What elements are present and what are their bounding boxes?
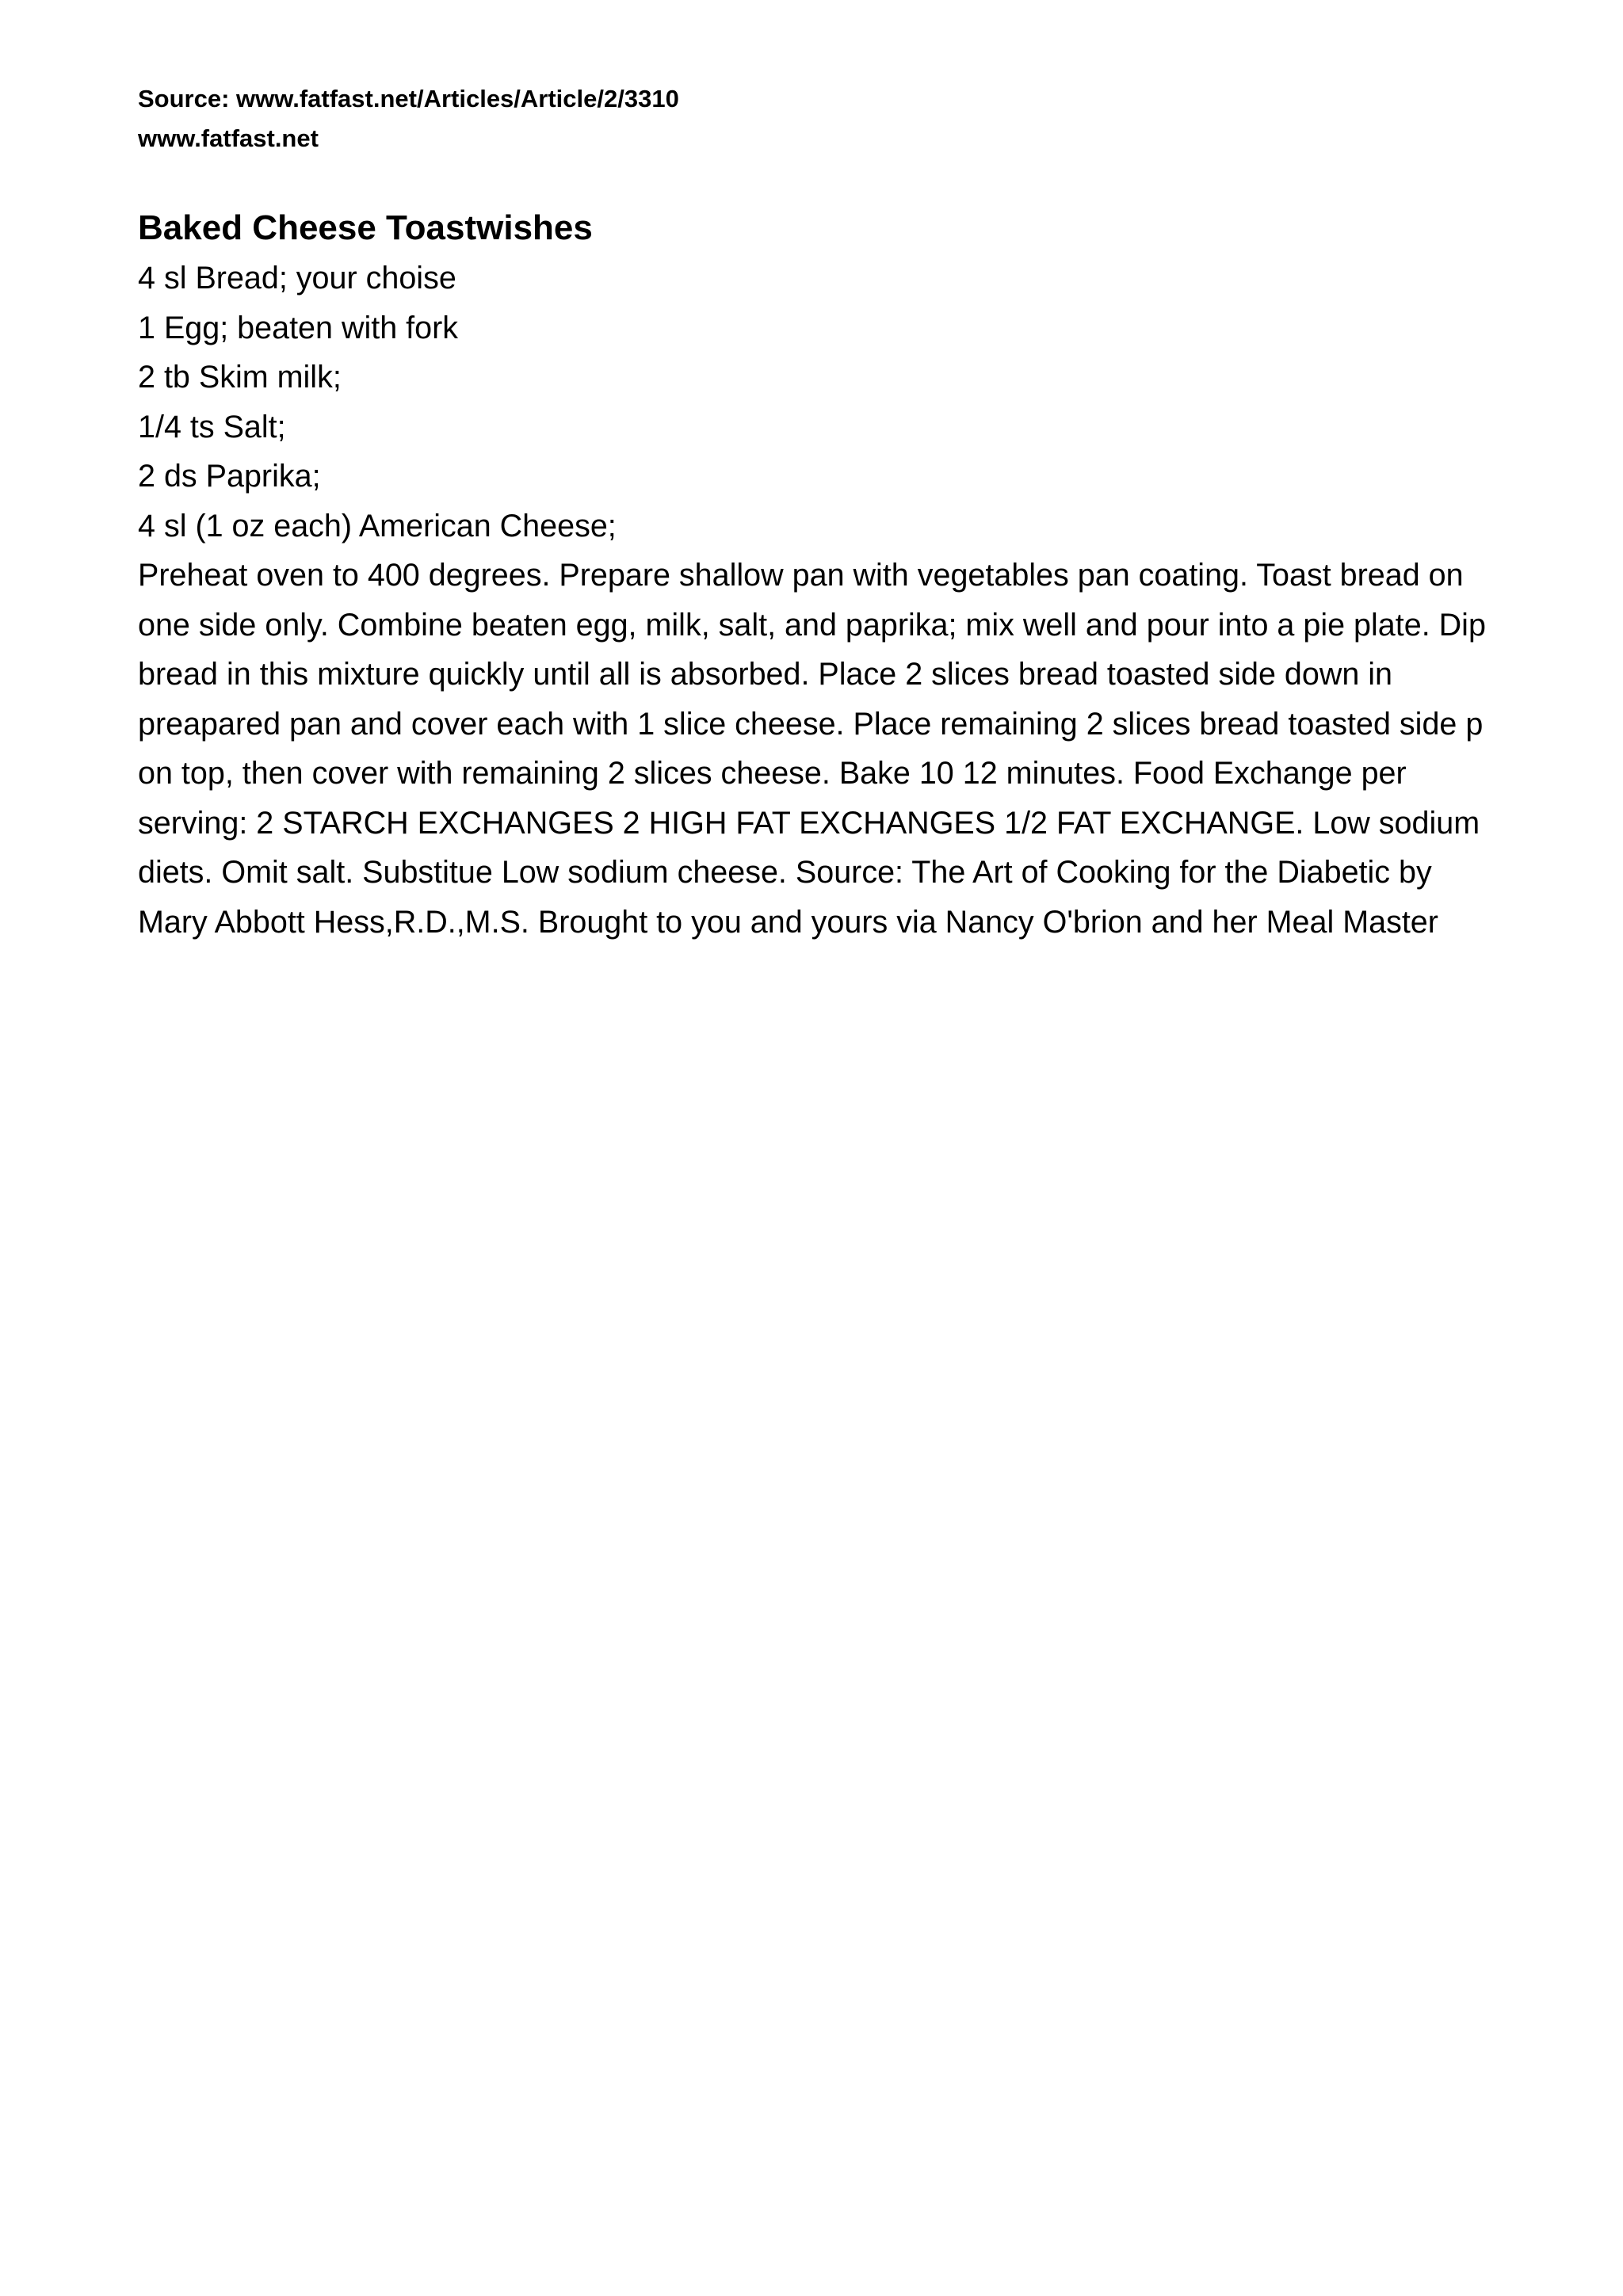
ingredient-item: 2 ds Paprika; bbox=[138, 459, 321, 494]
source-url-line: Source: www.fatfast.net/Articles/Article/2/3310 bbox=[138, 85, 679, 113]
ingredient-item: 1 Egg; beaten with fork bbox=[138, 310, 459, 345]
source-header bbox=[138, 79, 1501, 158]
recipe-title: Baked Cheese Toastwishes bbox=[138, 208, 593, 247]
recipe-directions: Preheat oven to 400 degrees. Prepare shallow pan with vegetables pan coating. Toast bread on one side only. Combine beaten egg, milk, salt, and paprika; mix well and pour into a pie plate. Dip bread in this mixture quickly until all is absorbed. Place 2 slices bread toasted side down in preapared pan and cover each with 1 slice cheese. Place remaining 2 slices bread toasted side p on top, then cover with remaining 2 slices cheese. Bake 10 12 minutes. Food Exchange per serving: 2 STARCH EXCHANGES 2 HIGH FAT EXCHANGES 1/2 FAT EXCHANGE. Low sodium diets. Omit salt. Substitue Low sodium cheese. Source: The Art of Cooking for the Diabetic by Mary Abbott Hess,R.D.,M.S. Brought to you and yours via Nancy O'brion and her Meal Master bbox=[138, 558, 1486, 940]
ingredient-item: 4 sl (1 oz each) American Cheese; bbox=[138, 508, 617, 543]
site-line: www.fatfast.net bbox=[138, 124, 319, 152]
ingredient-item: 1/4 ts Salt; bbox=[138, 409, 286, 444]
ingredient-list bbox=[138, 254, 1501, 551]
ingredient-item: 4 sl Bread; your choise bbox=[138, 261, 456, 296]
ingredient-item: 2 tb Skim milk; bbox=[138, 360, 342, 395]
document-page bbox=[138, 79, 1501, 947]
